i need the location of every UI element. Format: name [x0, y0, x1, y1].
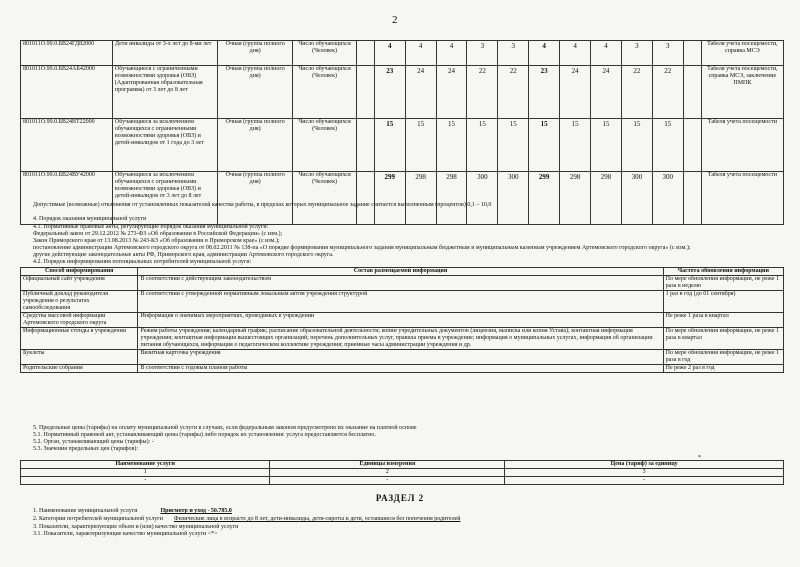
source-note-cell: Табеля учета посещемости [701, 119, 783, 172]
tariff-cell: - [270, 477, 505, 485]
value-cell: 22 [467, 66, 498, 119]
value-cell: 15 [621, 119, 652, 172]
value-cell: 3 [621, 41, 652, 66]
info-header-content: Состав размещаемой информации [138, 268, 663, 276]
asterisk-mark: * [698, 455, 701, 461]
indicator-cell: Число обучающихся (Человек) [293, 119, 356, 172]
value-cell: 298 [436, 172, 467, 225]
info-method-cell: Информационные стенды в учреждении [21, 328, 138, 350]
value-cell: 298 [560, 172, 591, 225]
consumer-category-value: Физические лица в возрасте до 8 лет, дети-инвалиды, дети-сироты и дети, оставшиеся без попечения родителей [173, 516, 461, 522]
info-content-cell: Информация о значимых мероприятиях, проводимых в учреждении [138, 313, 663, 328]
information-row [21, 291, 784, 313]
value-cell: 15 [529, 119, 560, 172]
value-cell: 298 [405, 172, 436, 225]
value-cell: 4 [436, 41, 467, 66]
info-method-cell: Буклеты [21, 350, 138, 365]
value-cell: 300 [498, 172, 529, 225]
page-number: 2 [392, 14, 398, 26]
indicator-row [21, 41, 784, 66]
value-cell: 300 [621, 172, 652, 225]
indicator-table [20, 40, 784, 225]
value-cell: 23 [529, 66, 560, 119]
value-cell: 4 [529, 41, 560, 66]
info-content-cell: Режим работы учреждения; календарный график; расписание образовательной деятельности; копии учредительных документов (лицензия, выписка или копия Устава); контактная информация учреждения; контактная информация вышестоящих организаций; перечень дополнительных услуг, правила приема в учреждение; информация о муниципальных услугах, информация об организации питания обучающихся, информация о педагогическом коллективе учреждения; приемные часы администрации учреждения и др. [138, 328, 663, 350]
service-name-label: 1. Наименование муниципальной услуги [33, 508, 138, 514]
info-frequency-cell: Не реже 1 раза в квартал [663, 313, 783, 328]
info-frequency-cell: По мере обновления информации, не реже 1 раза в год [663, 350, 783, 365]
value-cell: 299 [374, 172, 405, 225]
law-line-3: постановление администрации Артемовского городского округа от 08.02.2011 № 138-па «О порядке формирования муниципального задания муниципальным бюджетным и муниципальным казенным учреждением Артемовского городского округа» (с изм.); [33, 245, 691, 251]
information-row [21, 313, 784, 328]
information-row [21, 328, 784, 350]
value-cell: 24 [405, 66, 436, 119]
form-cell: Очная (группа полного дня) [217, 172, 292, 225]
service-name-line [33, 508, 232, 515]
value-cell: 15 [405, 119, 436, 172]
empty-cell [683, 66, 701, 119]
tariff-col-number: 1 [21, 469, 270, 477]
section-5-2: 5.2. Орган, устанавливающий цены (тарифы): - [33, 439, 154, 445]
info-content-cell: Визитная карточка учреждения [138, 350, 663, 365]
information-row [21, 276, 784, 291]
value-cell: 300 [652, 172, 683, 225]
service-code-cell: 801011O.99.0.БВ24АБ42000 [21, 66, 113, 119]
service-code-cell: 801011O.99.0.БВ24ВТ22000 [21, 119, 113, 172]
information-row [21, 365, 784, 373]
value-cell: 3 [467, 41, 498, 66]
empty-cell [356, 66, 374, 119]
info-content-cell: В соответствии с действующим законодательством [138, 276, 663, 291]
information-row [21, 350, 784, 365]
info-frequency-cell: По мере обновления информации, не реже 1 раза в неделю [663, 276, 783, 291]
value-cell: 22 [652, 66, 683, 119]
empty-cell [683, 119, 701, 172]
value-cell: 4 [560, 41, 591, 66]
category-cell: Обучающиеся с ограниченными возможностями здоровья (ОВЗ) (Адаптированная образовательная программа) от 3 лет до 8 лет [112, 66, 217, 119]
value-cell: 15 [374, 119, 405, 172]
section-2-item-3: 3. Показатели, характеризующие объем и (или) качество муниципальной услуги [33, 524, 239, 530]
consumer-category-label: 2. Категории потребителей муниципальной услуги [33, 516, 163, 522]
source-note-cell: Табеля учета посещемости, справка МСЭ, заключение ПМПК [701, 66, 783, 119]
value-cell: 4 [591, 41, 622, 66]
source-note-cell: Табеля учета посещемости [701, 172, 783, 225]
tariff-header-price: Цена (тариф) за единицу [505, 461, 784, 469]
section-2-item-3-1: 3.1. Показатели, характеризующие качество муниципальной услуги <*> [33, 531, 218, 537]
section-2-title: РАЗДЕЛ 2 [375, 493, 425, 503]
value-cell: 23 [374, 66, 405, 119]
info-content-cell: В соответствии с годовым планом работы [138, 365, 663, 373]
law-line-2: Закон Приморского края от 13.08.2013 № 243-КЗ «Об образовании в Приморском крае» (с изм.); [33, 238, 280, 244]
tariff-table [20, 460, 784, 485]
value-cell: 15 [591, 119, 622, 172]
section-4-1-heading: 4.1. Нормативные правовые акты, регулирующие порядок оказания муниципальной услуги: [33, 224, 269, 230]
value-cell: 298 [591, 172, 622, 225]
tariff-cell: - [505, 477, 784, 485]
section-5-3: 5.3. Значения предельных цен (тарифов): [33, 446, 139, 452]
info-frequency-cell: 1 раз в год (до 01 сентября) [663, 291, 783, 313]
value-cell: 15 [560, 119, 591, 172]
law-line-4: другие действующие законодательные акты РФ, Приморского края, администрации Артемовского городского округа. [33, 252, 334, 258]
information-table [20, 267, 784, 373]
category-cell: Обучающиеся за исключением обучающихся с ограниченными возможностями здоровья (ОВЗ) и детей-инвалидов от 1 года до 3 лет [112, 119, 217, 172]
category-cell: Обучающиеся за исключением обучающихся с ограниченными возможностями здоровья (ОВЗ) и детей-инвалидов от 3 лет до 8 лет [112, 172, 217, 225]
indicator-cell: Число обучающихся (Человек) [293, 41, 356, 66]
section-5-1: 5.1. Нормативный правовой акт, устанавливающий цены (тарифы) либо порядок их установления: услуга предоставляется бесплатно. [33, 432, 376, 438]
value-cell: 15 [436, 119, 467, 172]
value-cell: 24 [560, 66, 591, 119]
tariff-header-name: Наименование услуги [21, 461, 270, 469]
value-cell: 24 [591, 66, 622, 119]
indicator-row [21, 66, 784, 119]
indicator-cell: Число обучающихся (Человек) [293, 66, 356, 119]
info-header-frequency: Частота обновления информации [663, 268, 783, 276]
empty-cell [356, 172, 374, 225]
section-4-2-heading: 4.2. Порядок информирования потенциальных потребителей муниципальной услуги: [33, 259, 252, 265]
empty-cell [683, 172, 701, 225]
deviation-text: Допустимые (возможные) отклонения от установленных показателей качества работы, в пределах которых муниципальное задание считается выполненным (процентов) 0,1 – 10,0 [33, 202, 492, 208]
form-cell: Очная (группа полного дня) [217, 66, 292, 119]
section-4-heading: 4. Порядок оказания муниципальной услуги [33, 216, 147, 222]
service-code-cell: 801011O.99.0.БВ24ГД82000 [21, 41, 113, 66]
empty-cell [356, 119, 374, 172]
value-cell: 3 [498, 41, 529, 66]
value-cell: 4 [405, 41, 436, 66]
value-cell: 300 [467, 172, 498, 225]
value-cell: 15 [467, 119, 498, 172]
section-5-heading: 5. Предельные цены (тарифы) на оплату муниципальной услуги в случаях, если федеральным законом предусмотрено их оказание на платной основе [33, 425, 417, 431]
info-frequency-cell: По мере обновления информации, не реже 1 раза в квартал [663, 328, 783, 350]
form-cell: Очная (группа полного дня) [217, 119, 292, 172]
tariff-col-number: 3 [505, 469, 784, 477]
info-content-cell: В соответствии с утвержденной нормативным локальным актом учреждения структурой [138, 291, 663, 313]
info-method-cell: Официальный сайт учреждения [21, 276, 138, 291]
form-cell: Очная (группа полного дня) [217, 41, 292, 66]
value-cell: 4 [374, 41, 405, 66]
service-code-cell: 801011O.99.0.БВ24ВУ42000 [21, 172, 113, 225]
value-cell: 3 [652, 41, 683, 66]
tariff-header-unit: Единицы измерения [270, 461, 505, 469]
tariff-cell: - [21, 477, 270, 485]
category-cell: Дети инвалиды от 3-х лет до 8-ми лет [112, 41, 217, 66]
service-name-value: Присмотр и уход - 50.785.0 [160, 508, 232, 514]
consumer-category-line [33, 516, 460, 523]
info-method-cell: Средства массовой информации Артемовского городского округа [21, 313, 138, 328]
value-cell: 299 [529, 172, 560, 225]
law-line-1: Федеральный закон от 29.12.2012 № 273-ФЗ «Об образовании в Российской Федерации» (с изм.); [33, 231, 283, 237]
source-note-cell: Табеля учета посещемости, справка МСЭ [701, 41, 783, 66]
value-cell: 15 [498, 119, 529, 172]
tariff-col-number: 2 [270, 469, 505, 477]
indicator-row [21, 119, 784, 172]
value-cell: 22 [498, 66, 529, 119]
value-cell: 22 [621, 66, 652, 119]
info-header-method: Способ информирования [21, 268, 138, 276]
indicator-cell: Число обучающихся (Человек) [293, 172, 356, 225]
info-method-cell: Публичный доклад руководителя учреждения о результатах самообследования [21, 291, 138, 313]
value-cell: 15 [652, 119, 683, 172]
info-method-cell: Родительские собрания [21, 365, 138, 373]
empty-cell [683, 41, 701, 66]
info-frequency-cell: Не реже 2 раз в год [663, 365, 783, 373]
value-cell: 24 [436, 66, 467, 119]
empty-cell [356, 41, 374, 66]
